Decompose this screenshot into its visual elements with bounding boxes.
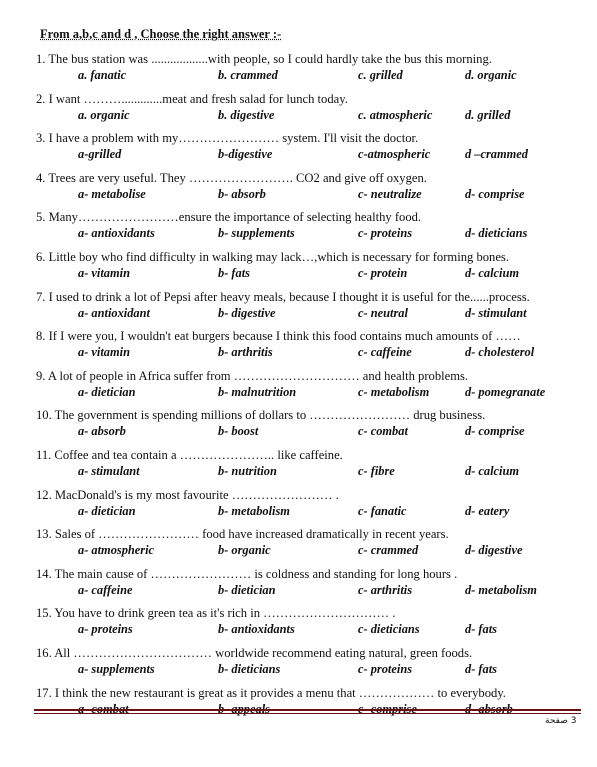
question-text: 4. Trees are very useful. They ……………………. CO2 and give off oxygen. (36, 170, 427, 185)
answer-option[interactable]: c- protein (358, 266, 408, 280)
answer-option[interactable]: a- antioxidants (78, 226, 155, 241)
answer-option[interactable]: a- caffeine (78, 582, 133, 597)
answer-option[interactable]: a- vitamin (78, 345, 130, 360)
options-row (0, 108, 597, 122)
question-text: 13. Sales of …………………… food have increased dramatically in recent years. (36, 527, 449, 542)
answer-option[interactable]: a- vitamin (78, 266, 130, 280)
answer-option[interactable]: c- dieticians (358, 622, 420, 637)
answer-option[interactable]: a. fanatic (78, 68, 127, 82)
answer-option[interactable]: d- eatery (465, 503, 510, 518)
answer-option[interactable]: b- supplements (218, 226, 295, 241)
answer-option[interactable]: c- arthritis (358, 582, 413, 597)
options-row (0, 583, 597, 597)
question-text: 5. Many……………………ensure the importance of selecting healthy food. (36, 210, 422, 225)
answer-option[interactable]: b- boost (218, 424, 259, 439)
question-text: 17. I think the new restaurant is great as it provides a menu that ……………… to everybody. (36, 685, 506, 700)
answer-option[interactable]: c- proteins (358, 662, 413, 676)
answer-option[interactable]: b-digestive (218, 147, 273, 162)
answer-option[interactable]: c. grilled (358, 68, 403, 82)
answer-option[interactable]: a- atmospheric (78, 543, 155, 558)
options-row (0, 226, 597, 240)
answer-option[interactable]: c- neutralize (358, 186, 422, 201)
question-text: 15. You have to drink green tea as it's rich in ………………………… . (36, 606, 396, 621)
answer-option[interactable]: b. digestive (218, 107, 275, 122)
answer-option[interactable]: d- stimulant (465, 305, 527, 320)
answer-option[interactable]: d- pomegranate (465, 384, 546, 399)
answer-option[interactable]: b- arthritis (218, 345, 273, 360)
options-row (0, 187, 597, 201)
question-text: 8. If I were you, I wouldn't eat burgers because I think this food contains much amounts of …… (36, 329, 521, 344)
answer-option[interactable]: b- organic (218, 543, 271, 558)
answer-option[interactable]: c- fanatic (358, 503, 407, 518)
answer-option[interactable]: a-grilled (78, 147, 122, 162)
answer-option[interactable]: a- supplements (78, 662, 155, 676)
answer-option[interactable]: c-atmospheric (358, 147, 431, 162)
answer-option[interactable]: d- cholesterol (465, 345, 535, 360)
question-text: 11. Coffee and tea contain a ………………….. like caffeine. (36, 448, 343, 462)
question-text: 12. MacDonald's is my most favourite …………………… . (36, 487, 339, 502)
answer-option[interactable]: d- fats (465, 662, 498, 676)
answer-option[interactable]: c- proteins (358, 226, 413, 241)
answer-option[interactable]: a- metabolise (78, 186, 146, 201)
question-text: 16. All …………………………… worldwide recommend eating natural, green foods. (36, 646, 473, 660)
answer-option[interactable]: b- dieticians (218, 662, 281, 676)
answer-option[interactable]: d. organic (465, 68, 517, 82)
answer-option[interactable]: c- caffeine (358, 345, 412, 360)
answer-option[interactable]: b- nutrition (218, 464, 277, 478)
answer-option[interactable]: a- absorb (78, 424, 126, 439)
answer-option[interactable]: a- dietician (78, 384, 136, 399)
answer-option[interactable]: d- comprise (465, 424, 525, 439)
options-row (0, 345, 597, 359)
answer-option[interactable]: b- fats (218, 266, 251, 280)
options-row (0, 147, 597, 161)
answer-option[interactable]: c- crammed (358, 543, 419, 558)
page-heading: From a,b,c and d , Choose the right answer :- (40, 27, 282, 41)
answer-option[interactable]: d- metabolism (465, 582, 537, 597)
answer-option[interactable]: a- proteins (78, 622, 133, 637)
answer-option[interactable]: b- dietician (218, 582, 276, 597)
question-text: 2. I want ……….............meat and fresh salad for lunch today. (36, 91, 348, 106)
options-row (0, 266, 597, 280)
footer-rule-thin (34, 713, 581, 714)
answer-option[interactable]: d- calcium (465, 266, 520, 280)
question-text: 3. I have a problem with my…………………… system. I'll visit the doctor. (36, 131, 419, 146)
answer-option[interactable]: a- dietician (78, 503, 136, 518)
options-row (0, 424, 597, 438)
answer-option[interactable]: a. organic (78, 107, 130, 122)
options-row (0, 622, 597, 636)
page-number: 3 صفحة (545, 716, 577, 726)
answer-option[interactable]: c- combat (358, 424, 408, 439)
answer-option[interactable]: c- neutral (358, 305, 408, 320)
options-row (0, 306, 597, 320)
question-text: 1. The bus station was ..................with people, so I could hardly take the bus this morning. (36, 52, 492, 66)
options-row (0, 385, 597, 399)
answer-option[interactable]: d- fats (465, 622, 498, 637)
question-text: 7. I used to drink a lot of Pepsi after heavy meals, because I thought it is useful for the......process. (36, 289, 530, 304)
answer-option[interactable]: d- comprise (465, 186, 525, 201)
options-row (0, 68, 597, 82)
question-text: 9. A lot of people in Africa suffer from ………………………… and health problems. (36, 368, 469, 383)
question-text: 14. The main cause of …………………… is coldness and standing for long hours . (36, 566, 458, 581)
answer-option[interactable]: b- metabolism (218, 503, 290, 518)
answer-option[interactable]: d –crammed (465, 147, 528, 162)
options-row (0, 504, 597, 518)
answer-option[interactable]: c. atmospheric (358, 107, 433, 122)
answer-option[interactable]: d. grilled (465, 107, 511, 122)
answer-option[interactable]: c- fibre (358, 464, 395, 478)
question-text: 6. Little boy who find difficulty in walking may lack…,which is necessary for forming bones. (36, 250, 509, 264)
question-text: 10. The government is spending millions of dollars to …………………… drug business. (36, 408, 486, 423)
options-row (0, 662, 597, 676)
answer-option[interactable]: b- digestive (218, 305, 276, 320)
footer-rule-thick (34, 709, 581, 711)
answer-option[interactable]: c- metabolism (358, 384, 430, 399)
options-row (0, 543, 597, 557)
answer-option[interactable]: b- malnutrition (218, 384, 297, 399)
answer-option[interactable]: d- calcium (465, 464, 520, 478)
answer-option[interactable]: d- digestive (465, 543, 523, 558)
answer-option[interactable]: d- dieticians (465, 226, 528, 241)
answer-option[interactable]: b. crammed (218, 68, 278, 82)
answer-option[interactable]: b- antioxidants (218, 622, 295, 637)
options-row (0, 464, 597, 478)
answer-option[interactable]: b- absorb (218, 186, 266, 201)
answer-option[interactable]: a- antioxidant (78, 305, 150, 320)
answer-option[interactable]: a- stimulant (78, 464, 140, 478)
